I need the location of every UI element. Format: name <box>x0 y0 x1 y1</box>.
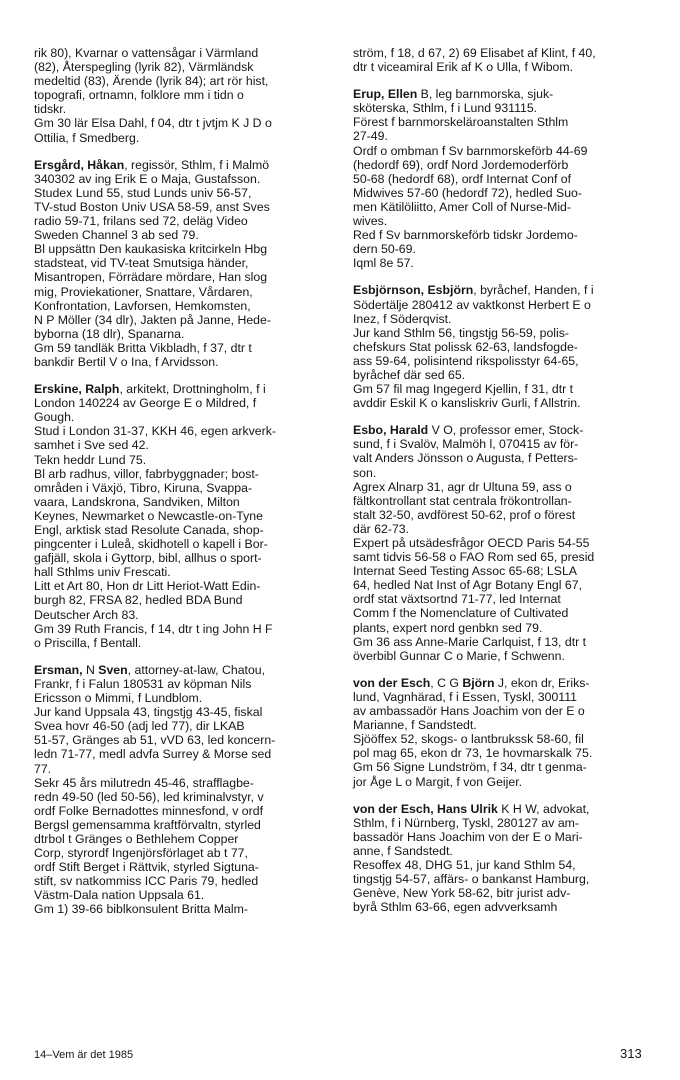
entry-text: Studex Lund 55, stud Lunds univ 56-57, <box>34 185 252 200</box>
entry-text: radio 59-71, frilans sed 72, deläg Video <box>34 214 248 229</box>
entry-text: , arkitekt, Drottningholm, f i <box>119 382 266 397</box>
entry-line <box>34 285 340 299</box>
entry-text: dtrbol t Gränges o Bethlehem Copper <box>34 831 239 846</box>
entry-line <box>34 410 340 424</box>
entry-name: Esbjörnson, Esbjörn <box>353 283 474 298</box>
entry-line <box>353 451 650 465</box>
entry-line <box>34 790 340 804</box>
entry-line <box>353 60 650 74</box>
entry-name: Ersman, <box>34 662 83 677</box>
entry-line <box>34 902 340 916</box>
entry-line <box>34 495 340 509</box>
entry-line <box>34 691 340 705</box>
entry-text: rik 80), Kvarnar o vattensågar i Värmland <box>34 46 259 60</box>
entry-line <box>34 565 340 579</box>
entry-line <box>353 578 650 592</box>
biography-entry <box>353 423 650 663</box>
entry-line <box>353 326 650 340</box>
entry-text: ordf Stift Berget i Rättvik, styrled Sigtuna- <box>34 860 259 875</box>
entry-text: Misantropen, Förrädare mördare, Han slog <box>34 270 268 285</box>
entry-first-line <box>34 382 340 396</box>
entry-line <box>353 760 650 774</box>
entry-line <box>353 242 650 256</box>
entry-line <box>353 746 650 760</box>
page-number: 313 <box>620 1046 642 1061</box>
entry-line <box>353 144 650 158</box>
entry-line <box>353 522 650 536</box>
entry-line <box>34 762 340 776</box>
entry-text: Frankr, f i Falun 180531 av köpman Nils <box>34 676 252 691</box>
entry-text: Ericsson o Mimmi, f Lundblom. <box>34 691 203 706</box>
entry-text: V O, professor emer, Stock- <box>428 423 584 438</box>
entry-line <box>34 102 340 116</box>
entry-text: Red f Sv barnmorskeförb tidskr Jordemo- <box>353 228 578 243</box>
entry-name: Ersgård, Håkan <box>34 157 125 172</box>
entry-line <box>34 818 340 832</box>
entry-text: (82), Återspegling (lyrik 82), Värmländsk <box>34 60 254 75</box>
entry-text: Förest f barnmorskeläroanstalten Sthlm <box>353 115 569 130</box>
entry-text: 51-57, Gränges ab 51, vVD 63, led koncern- <box>34 733 276 748</box>
entry-text: Internat Seed Testing Assoc 65-68; LSLA <box>353 564 577 579</box>
entry-line <box>34 509 340 523</box>
entry-line <box>34 299 340 313</box>
entry-name: Erskine, Ralph <box>34 382 120 397</box>
entry-text: 77. <box>34 761 52 776</box>
entry-line <box>353 480 650 494</box>
entry-text: Gough. <box>34 410 75 425</box>
entry-line <box>34 88 340 102</box>
entry-line <box>353 775 650 789</box>
entry-line <box>353 172 650 186</box>
entry-line <box>34 747 340 761</box>
entry-text: ledn 71-77, medl advfa Surrey & Morse sed <box>34 747 272 762</box>
entry-text: byrå Sthlm 63-66, egen advverksamh <box>353 900 558 915</box>
entry-text: dern 50-69. <box>353 242 416 257</box>
entry-text: Tekn heddr Lund 75. <box>34 452 147 467</box>
entry-text: bassadör Hans Joachim von der E o Mari- <box>353 829 583 844</box>
entry-line <box>34 579 340 593</box>
entry-given-name: Björn <box>462 675 495 690</box>
entry-line <box>34 424 340 438</box>
entry-text: Ottilia, f Smedberg. <box>34 130 140 145</box>
entry-text: sköterska, Sthlm, f i Lund 931115. <box>353 101 538 116</box>
entry-line <box>353 900 650 914</box>
entry-text: överbibl Gunnar C o Marie, f Schwenn. <box>353 648 565 663</box>
footer-source: 14–Vem är det 1985 <box>34 1049 134 1061</box>
entry-line <box>34 242 340 256</box>
entry-line <box>34 200 340 214</box>
entry-line <box>34 186 340 200</box>
entry-line <box>353 382 650 396</box>
entry-line <box>353 200 650 214</box>
entry-line <box>353 564 650 578</box>
biography-entry <box>353 802 650 915</box>
entry-text: ass 59-64, polisintend rikspolisstyr 64-65, <box>353 353 579 368</box>
entry-text: Litt et Art 80, Hon dr Litt Heriot-Watt Edin- <box>34 579 261 594</box>
entry-text: tingstjg 54-57, affärs- o bankanst Hamburg, <box>353 872 590 887</box>
entry-text: plants, expert nord genbkn sed 79. <box>353 620 543 635</box>
entry-line <box>34 888 340 902</box>
entry-text: Gm 30 lär Elsa Dahl, f 04, dtr t jvtjm K J D o <box>34 116 272 131</box>
entry-text: 64, hedled Nat Inst of Agr Botany Engl 67, <box>353 578 583 593</box>
entry-text: Sweden Channel 3 ab sed 79. <box>34 228 199 243</box>
entry-text: TV-stud Boston Univ USA 58-59, anst Sves <box>34 199 270 214</box>
entry-line <box>353 312 650 326</box>
entry-first-line <box>353 46 650 60</box>
right-column <box>353 46 650 927</box>
entry-line <box>34 523 340 537</box>
entry-line <box>353 536 650 550</box>
entry-line <box>34 131 340 145</box>
biography-entry <box>353 46 650 74</box>
entry-line <box>34 860 340 874</box>
entry-text: Sekr 45 års milutredn 45-46, strafflagbe- <box>34 775 254 790</box>
entry-text: Gm 36 ass Anne-Marie Carlquist, f 13, dtr t <box>353 634 587 649</box>
entry-line <box>34 832 340 846</box>
entry-line <box>353 606 650 620</box>
entry-text: lund, Vagnhärad, f i Essen, Tyskl, 300111 <box>353 689 577 704</box>
entry-text: K H W, advokat, <box>497 801 590 816</box>
entry-text: medeltid (83), Ärende (lyrik 84); art rör hist, <box>34 74 269 89</box>
entry-line <box>34 355 340 369</box>
entry-line <box>353 844 650 858</box>
entry-text: bankdir Bertil V o Ina, f Arvidsson. <box>34 354 219 369</box>
entry-line <box>353 437 650 451</box>
entry-text: Gm 56 Signe Lundström, f 34, dtr t genma- <box>353 760 587 775</box>
entry-line <box>353 214 650 228</box>
entry-line <box>353 732 650 746</box>
entry-line <box>353 704 650 718</box>
entry-text: topografi, ortnamn, folklore mm i tidn o <box>34 88 244 103</box>
entry-text: Iqml 8e 57. <box>353 256 414 271</box>
entry-text: dtr t viceamiral Erik af K o Ulla, f Wibom. <box>353 60 574 75</box>
entry-line <box>353 158 650 172</box>
entry-text: tidskr. <box>34 102 67 117</box>
entry-text: stadsteat, vid TV-teat Smutsiga händer, <box>34 256 249 271</box>
entry-text: Corp, styrordf Ingenjörsförlaget ab t 77, <box>34 846 248 861</box>
entry-text: Engl, arktisk stad Resolute Canada, shop- <box>34 523 264 537</box>
entry-text: (hedordf 69), ordf Nord Jordemoderförb <box>353 157 569 172</box>
entry-first-line <box>34 158 340 172</box>
entry-text: Agrex Alnarp 31, agr dr Ultuna 59, ass o <box>353 479 572 494</box>
entry-line <box>353 298 650 312</box>
entry-text: Inez, f Söderqvist. <box>353 311 452 326</box>
entry-text: N <box>82 662 99 677</box>
entry-line <box>34 116 340 130</box>
entry-text: B, leg barnmorska, sjuk- <box>417 87 554 102</box>
entry-line <box>34 256 340 270</box>
biography-entry <box>353 87 650 270</box>
entry-line <box>353 494 650 508</box>
entry-line <box>34 214 340 228</box>
entry-text: stift, sv natkommiss ICC Paris 79, hedled <box>34 874 259 889</box>
entry-text: Marianne, f Sandstedt. <box>353 718 477 733</box>
entry-text: Västm-Dala nation Uppsala 61. <box>34 888 205 903</box>
entry-line <box>34 453 340 467</box>
entry-text: av ambassadör Hans Joachim von der E o <box>353 704 585 719</box>
entry-line <box>34 846 340 860</box>
entry-line <box>34 228 340 242</box>
entry-line <box>353 354 650 368</box>
entry-text: vaara, Landskrona, Sandviken, Milton <box>34 494 240 509</box>
entry-text: wives. <box>353 214 388 229</box>
entry-name: Esbo, Harald <box>353 423 429 438</box>
entry-line <box>353 621 650 635</box>
entry-text: Expert på utsädesfrågor OECD Paris 54-55 <box>353 536 590 550</box>
entry-line <box>353 816 650 830</box>
entry-text: burgh 82, FRSA 82, hedled BDA Bund <box>34 593 243 608</box>
entry-line <box>353 649 650 663</box>
entry-line <box>353 592 650 606</box>
entry-line <box>34 551 340 565</box>
entry-text: Konfrontation, Lavforsen, Hemkomsten, <box>34 298 251 313</box>
entry-text: , regissör, Sthlm, f i Malmö <box>124 157 270 172</box>
left-column <box>34 46 340 930</box>
entry-line <box>353 129 650 143</box>
entry-line <box>353 340 650 354</box>
biography-entry <box>34 158 340 369</box>
entry-text: Stud i London 31-37, KKH 46, egen arkverk- <box>34 424 276 439</box>
entry-text: samhet i Sve sed 42. <box>34 438 149 453</box>
entry-line <box>34 327 340 341</box>
entry-line <box>34 313 340 327</box>
entry-line <box>34 593 340 607</box>
entry-text: Bergsl gemensamma kraftförvaltn, styrled <box>34 817 261 832</box>
entry-line <box>353 858 650 872</box>
entry-line <box>34 776 340 790</box>
entry-line <box>34 537 340 551</box>
entry-name: Erup, Ellen <box>353 87 418 102</box>
entry-first-line <box>353 802 650 816</box>
entry-text: 50-68 (hedordf 68), ordf Internat Conf of <box>353 171 572 186</box>
entry-first-line <box>353 676 650 690</box>
entry-line <box>34 396 340 410</box>
entry-text: Jur kand Uppsala 43, tingstjg 43-45, fiskal <box>34 705 263 720</box>
entry-text: sund, f i Svalöv, Malmöh l, 070415 av för- <box>353 437 579 452</box>
entry-text: Gm 57 fil mag Ingegerd Kjellin, f 31, dtr t <box>353 382 574 397</box>
entry-text: byråchef där sed 65. <box>353 367 466 382</box>
entry-text: Södertälje 280412 av vaktkonst Herbert E o <box>353 297 591 312</box>
entry-line <box>353 508 650 522</box>
entry-line <box>34 481 340 495</box>
entry-line <box>353 718 650 732</box>
entry-text: Comm f the Nomenclature of Cultivated <box>353 606 569 621</box>
entry-line <box>353 256 650 270</box>
biography-entry <box>34 46 340 145</box>
entry-line <box>353 830 650 844</box>
entry-line <box>353 186 650 200</box>
entry-text: Jur kand Sthlm 56, tingstjg 56-59, polis- <box>353 325 569 340</box>
entry-line <box>34 270 340 284</box>
entry-text: , byråchef, Handen, f i <box>473 283 594 298</box>
entry-line <box>353 550 650 564</box>
entry-text: London 140224 av George E o Mildred, f <box>34 396 257 411</box>
entry-first-line <box>353 87 650 101</box>
entry-line <box>353 396 650 410</box>
entry-line <box>34 804 340 818</box>
entry-text: pingcenter i Luleå, skidhotell o kapell i Bor- <box>34 537 268 552</box>
entry-text: Bl arb radhus, villor, fabrbyggnader; bost- <box>34 466 259 481</box>
entry-line <box>353 466 650 480</box>
entry-text: 340302 av ing Erik E o Maja, Gustafsson. <box>34 171 261 186</box>
entry-text: chefskurs Stat polissk 62-63, landsfogde- <box>353 339 578 354</box>
entry-line <box>353 886 650 900</box>
entry-line <box>34 733 340 747</box>
entry-line <box>34 874 340 888</box>
entry-line <box>353 690 650 704</box>
entry-text: ordf stat växtsortnd 71-77, led Internat <box>353 592 561 607</box>
entry-text: Gm 59 tandläk Britta Vikbladh, f 37, dtr t <box>34 340 252 355</box>
entry-text: , attorney-at-law, Chatou, <box>127 662 266 677</box>
entry-given-name: Sven <box>98 662 128 677</box>
entry-line <box>34 705 340 719</box>
entry-text: 27-49. <box>353 129 388 144</box>
entry-text: Sthlm, f i Nürnberg, Tyskl, 280127 av am- <box>353 815 579 830</box>
entry-text: o Priscilla, f Bentall. <box>34 635 142 650</box>
entry-text: områden i Växjö, Tibro, Kiruna, Svappa- <box>34 480 253 495</box>
entry-text: Genève, New York 58-62, bitr jurist adv- <box>353 886 571 901</box>
biography-entry <box>353 283 650 410</box>
entry-line <box>34 677 340 691</box>
entry-text: gafjäll, skola i Gyttorp, bibl, allhus o sport- <box>34 551 262 566</box>
entry-line <box>34 608 340 622</box>
entry-text: pol mag 65, ekon dr 73, 1e hovmarskalk 75. <box>353 746 593 761</box>
entry-text: Sjööffex 52, skogs- o lantbrukssk 58-60, fil <box>353 732 584 747</box>
entry-text: ordf Folke Bernadottes minnesfond, v ordf <box>34 803 263 818</box>
entry-text: avddir Eskil K o kansliskriv Gurli, f Allstrin. <box>353 396 581 411</box>
entry-line <box>353 101 650 115</box>
entry-text: Keynes, Newmarket o Newcastle-on-Tyne <box>34 508 263 523</box>
entry-name: von der Esch <box>353 675 431 690</box>
entry-text: redn 49-50 (led 50-56), led kriminalvstyr, v <box>34 789 264 804</box>
entry-text: Bl uppsättn Den kaukasiska kritcirkeln Hbg <box>34 242 268 257</box>
entry-line <box>34 172 340 186</box>
entry-text: , C G <box>430 675 463 690</box>
entry-line <box>353 872 650 886</box>
entry-line <box>34 636 340 650</box>
entry-line <box>353 228 650 242</box>
entry-text: mig, Proviekationer, Snattare, Vårdaren, <box>34 284 253 299</box>
entry-name: von der Esch, Hans Ulrik <box>353 801 498 816</box>
entry-first-line <box>353 283 650 297</box>
entry-text: son. <box>353 465 377 480</box>
entry-text: Gm 1) 39-66 biblkonsulent Britta Malm- <box>34 902 248 917</box>
entry-text: men Kätilöliitto, Amer Coll of Nurse-Mid- <box>353 199 571 214</box>
entry-text: Deutscher Arch 83. <box>34 607 139 622</box>
entry-first-line <box>34 663 340 677</box>
biography-entry <box>34 382 340 650</box>
entry-text: Ordf o ombman f Sv barnmorskeförb 44-69 <box>353 143 588 158</box>
entry-line <box>34 622 340 636</box>
entry-text: där 62-73. <box>353 521 410 536</box>
entry-text: hall Sthlms univ Frescati. <box>34 565 171 580</box>
biography-entry <box>353 676 650 789</box>
entry-line <box>353 115 650 129</box>
entry-line <box>34 60 340 74</box>
entry-text: Gm 39 Ruth Francis, f 14, dtr t ing John H F <box>34 621 273 636</box>
entry-text: samt tidvis 56-58 o FAO Rom sed 65, presid <box>353 550 595 565</box>
entry-first-line <box>34 46 340 60</box>
entry-line <box>34 467 340 481</box>
entry-line <box>34 341 340 355</box>
entry-text: ström, f 18, d 67, 2) 69 Elisabet af Klint, f 40, <box>353 46 596 60</box>
entry-line <box>34 438 340 452</box>
biography-entry <box>34 663 340 917</box>
entry-text: anne, f Sandstedt. <box>353 843 453 858</box>
entry-text: J, ekon dr, Eriks- <box>494 675 590 690</box>
entry-text: byborna (18 dlr), Spanarna. <box>34 326 185 341</box>
entry-text: Midwives 57-60 (hedordf 72), hedled Suo- <box>353 185 582 200</box>
entry-line <box>353 368 650 382</box>
entry-text: fältkontrollant stat centrala frökontrollan- <box>353 493 572 508</box>
entry-line <box>34 719 340 733</box>
entry-text: stalt 32-50, avdförest 50-62, prof o förest <box>353 507 576 522</box>
entry-text: Svea hovr 46-50 (adj led 77), dir LKAB <box>34 719 245 734</box>
entry-line <box>34 74 340 88</box>
entry-line <box>353 635 650 649</box>
entry-first-line <box>353 423 650 437</box>
entry-text: Resoffex 48, DHG 51, jur kand Sthlm 54, <box>353 857 576 872</box>
entry-text: valt Anders Jönsson o Augusta, f Petters- <box>353 451 578 466</box>
entry-text: jor Åge L o Margit, f von Geijer. <box>353 774 523 789</box>
entry-text: N P Möller (34 dlr), Jakten på Janne, Hede- <box>34 312 271 327</box>
